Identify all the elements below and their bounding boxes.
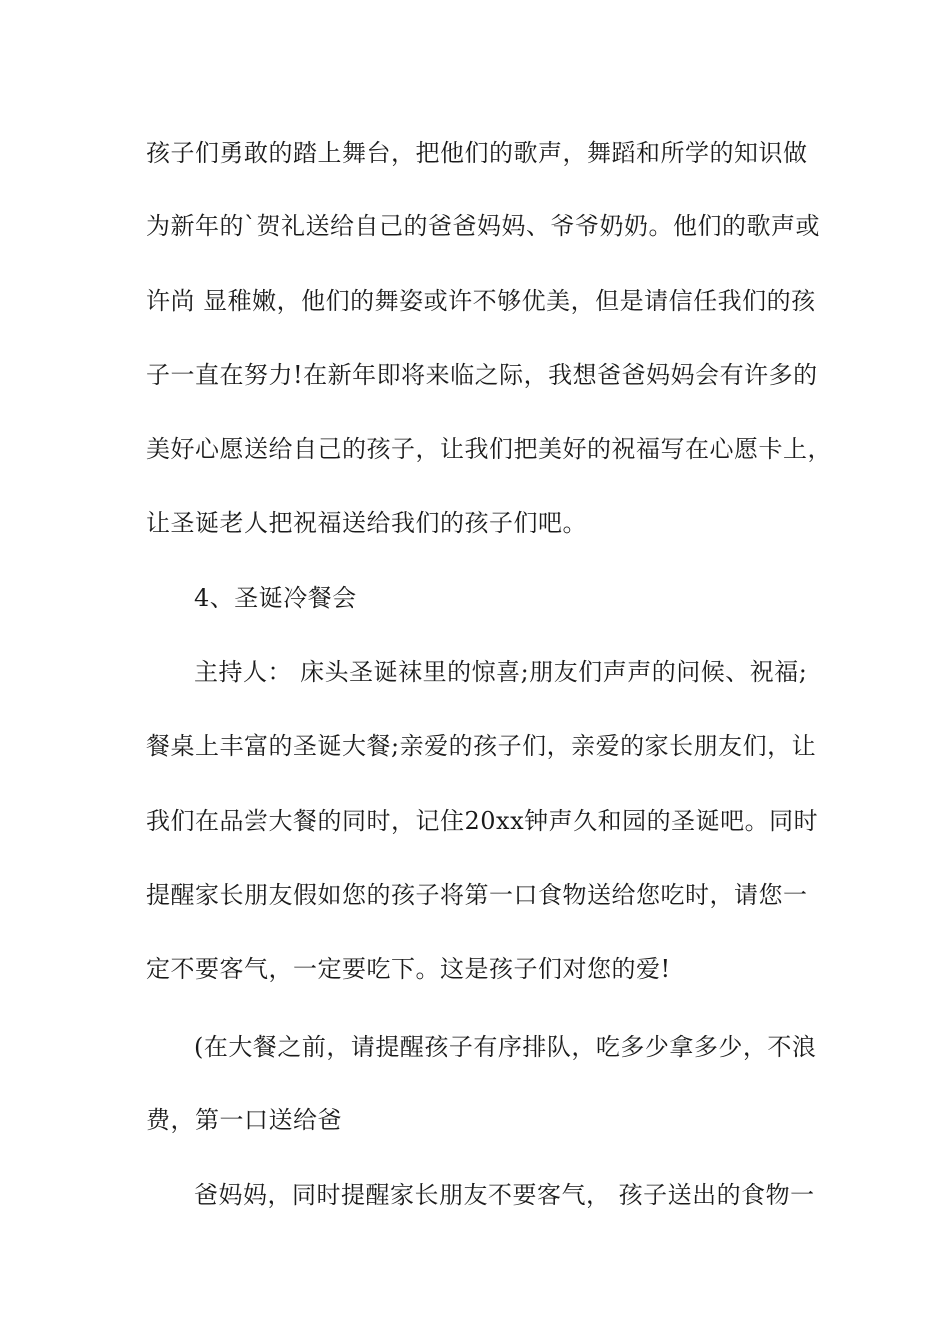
paragraph-line: (在大餐之前，请提醒孩子有序排队，吃多少拿多少，不浪	[194, 1033, 817, 1061]
paragraph-line: 我们在品尝大餐的同时，记住20xx钟声久和园的圣诞吧。同时	[146, 807, 819, 835]
paragraph-line: 主持人： 床头圣诞袜里的惊喜;朋友们声声的问候、祝福;	[194, 658, 808, 686]
paragraph-line: 费，第一口送给爸	[146, 1106, 342, 1134]
paragraph-line: 爸妈妈，同时提醒家长朋友不要客气， 孩子送出的食物一	[194, 1181, 815, 1209]
paragraph-line: 许尚 显稚嫩，他们的舞姿或许不够优美，但是请信任我们的孩	[146, 287, 816, 315]
paragraph-line: 孩子们勇敢的踏上舞台，把他们的歌声，舞蹈和所学的知识做	[146, 139, 808, 167]
paragraph-line: 餐桌上丰富的圣诞大餐;亲爱的孩子们，亲爱的家长朋友们，让	[146, 732, 817, 760]
paragraph-line: 为新年的`贺礼送给自己的爸爸妈妈、爷爷奶奶。他们的歌声或	[146, 212, 820, 240]
paragraph-line: 子一直在努力!在新年即将来临之际，我想爸爸妈妈会有许多的	[146, 361, 818, 389]
paragraph-line: 美好心愿送给自己的孩子，让我们把美好的祝福写在心愿卡上，	[146, 435, 832, 463]
paragraph-line: 提醒家长朋友假如您的孩子将第一口食物送给您吃时，请您一	[146, 881, 808, 909]
paragraph-line: 定不要客气，一定要吃下。这是孩子们对您的爱!	[146, 955, 671, 983]
paragraph-line: 让圣诞老人把祝福送给我们的孩子们吧。	[146, 509, 587, 537]
section-heading: 4、圣诞冷餐会	[194, 584, 357, 612]
